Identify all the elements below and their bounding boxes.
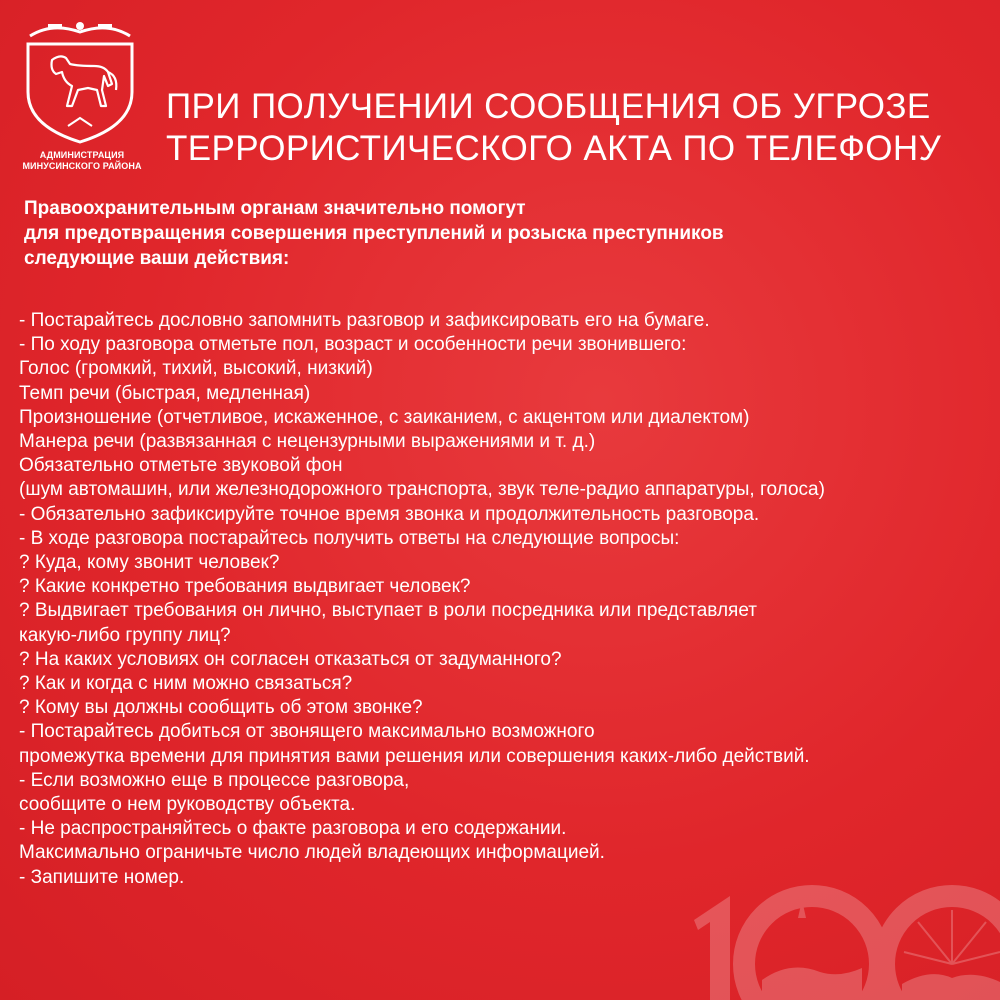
instruction-line: ? Как и когда с ним можно связаться? (19, 673, 353, 695)
instruction-line: Голос (громкий, тихий, высокий, низкий) (19, 358, 373, 380)
instruction-line: ? Куда, кому звонит человек? (19, 552, 280, 574)
title-line2: ТЕРРОРИСТИЧЕСКОГО АКТА ПО ТЕЛЕФОНУ (166, 129, 942, 168)
instruction-line: - В ходе разговора постарайтесь получить ответы на следующие вопросы: (19, 527, 680, 549)
instruction-line: Произношение (отчетливое, искаженное, с заиканием, с акцентом или диалектом) (19, 406, 750, 428)
instruction-line: Манера речи (развязанная с нецензурными выражениями и т. д.) (19, 431, 596, 453)
instruction-line: ? Какие конкретно требования выдвигает человек? (19, 576, 471, 598)
intro-line: следующие ваши действия: (24, 248, 290, 269)
instructions-list (19, 309, 994, 890)
instruction-line: сообщите о нем руководству объекта. (19, 794, 356, 816)
instruction-line: Обязательно отметьте звуковой фон (19, 455, 343, 477)
instruction-line: - Постарайтесь добиться от звонящего максимально возможного (19, 721, 595, 743)
instruction-line: ? На каких условиях он согласен отказаться от задуманного? (19, 648, 562, 670)
intro-line: Правоохранительным органам значительно помогут (24, 198, 526, 219)
instruction-line: ? Выдвигает требования он лично, выступает в роли посредника или представляет (19, 600, 757, 622)
instruction-line: ? Кому вы должны сообщить об этом звонке? (19, 697, 423, 719)
title-line1: ПРИ ПОЛУЧЕНИИ СООБЩЕНИЯ ОБ УГРОЗЕ (166, 87, 931, 126)
intro-line: для предотвращения совершения преступлений и розыска преступников (24, 223, 724, 244)
intro-paragraph (24, 196, 984, 271)
instruction-line: Темп речи (быстрая, медленная) (19, 382, 311, 404)
anniversary-watermark-icon (690, 860, 1000, 1000)
instruction-line: какую-либо группу лиц? (19, 624, 231, 646)
instruction-line: Максимально ограничьте число людей владеющих информацией. (19, 842, 605, 864)
instruction-line: - Не распространяйтесь о факте разговора и его содержании. (19, 818, 567, 840)
instruction-line: - Обязательно зафиксируйте точное время звонка и продолжительность разговора. (19, 503, 760, 525)
crest-caption-line1: АДМИНИСТРАЦИЯ (39, 150, 125, 160)
crest-shield-icon (22, 14, 138, 148)
instruction-line: промежутка времени для принятия вами решения или совершения каких-либо действий. (19, 745, 810, 767)
instruction-line: - Если возможно еще в процессе разговора, (19, 769, 410, 791)
page-title (166, 86, 986, 170)
instruction-line: - Постарайтесь дословно запомнить разговор и зафиксировать его на бумаге. (19, 310, 710, 331)
crest-caption-line2: МИНУСИНСКОГО РАЙОНА (22, 161, 142, 171)
instruction-line: - По ходу разговора отметьте пол, возраст и особенности речи звонившего: (19, 334, 687, 356)
instruction-line: - Запишите номер. (19, 866, 185, 888)
district-crest-logo (20, 14, 142, 171)
instruction-line: (шум автомашин, или железнодорожного транспорта, звук теле-радио аппаратуры, голоса) (19, 479, 825, 501)
